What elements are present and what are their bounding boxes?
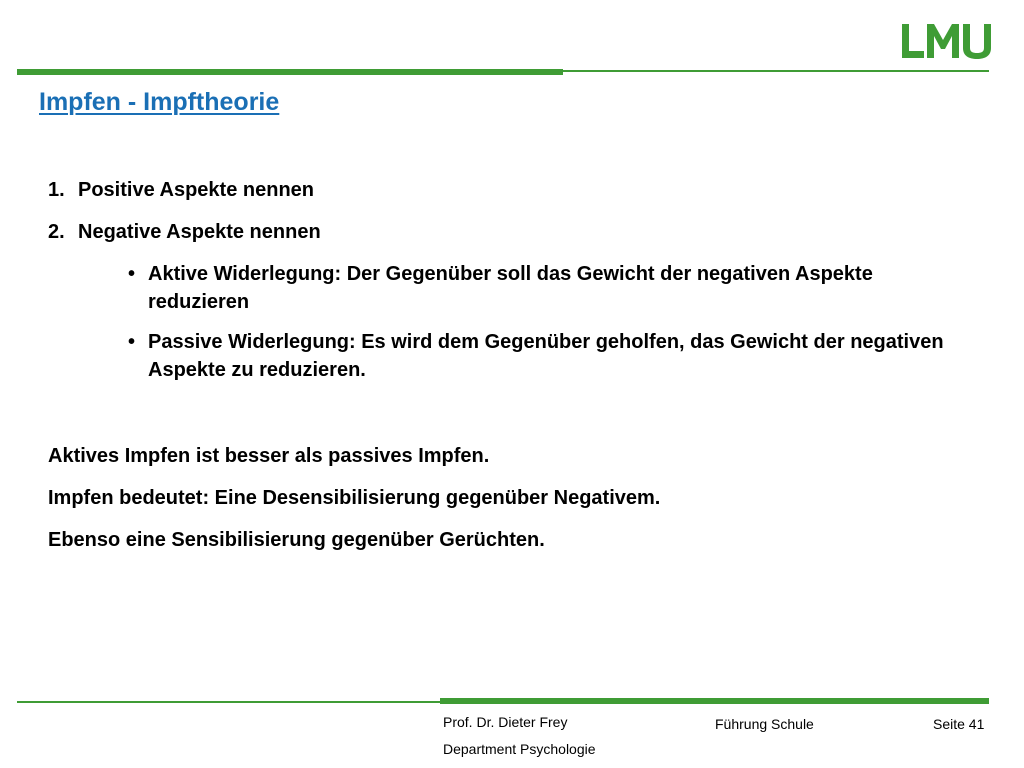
numbered-item xyxy=(48,176,968,204)
bullet-item xyxy=(48,328,968,384)
bullet-icon: • xyxy=(128,331,136,353)
bullet-icon: • xyxy=(128,263,136,285)
lmu-logo xyxy=(900,20,992,62)
statement: Aktives Impfen ist besser als passives Impfen. xyxy=(48,445,490,467)
footer-rule-thick xyxy=(440,698,989,704)
statement: Ebenso eine Sensibilisierung gegenüber Gerüchten. xyxy=(48,529,545,551)
item-text: Negative Aspekte nennen xyxy=(78,221,321,243)
item-number: 2. xyxy=(48,221,65,243)
footer-page-number: Seite 41 xyxy=(933,716,985,732)
footer-course: Führung Schule xyxy=(715,716,814,732)
slide-content xyxy=(48,176,968,396)
footer-department: Department Psychologie xyxy=(443,741,596,757)
item-number: 1. xyxy=(48,179,65,201)
numbered-item xyxy=(48,218,968,246)
bullet-item xyxy=(48,260,968,316)
bullet-text: Passive Widerlegung: Es wird dem Gegenüber geholfen, das Gewicht der negativen Aspekte zu reduzieren. xyxy=(148,331,944,381)
statement: Impfen bedeutet: Eine Desensibilisierung gegenüber Negativem. xyxy=(48,487,661,509)
bullet-text: Aktive Widerlegung: Der Gegenüber soll das Gewicht der negativen Aspekte reduzieren xyxy=(148,263,873,313)
statements xyxy=(48,442,968,568)
footer-author: Prof. Dr. Dieter Frey xyxy=(443,714,568,730)
header-rule-thick xyxy=(17,69,563,75)
slide-title: Impfen - Impftheorie xyxy=(39,88,280,116)
item-text: Positive Aspekte nennen xyxy=(78,179,314,201)
